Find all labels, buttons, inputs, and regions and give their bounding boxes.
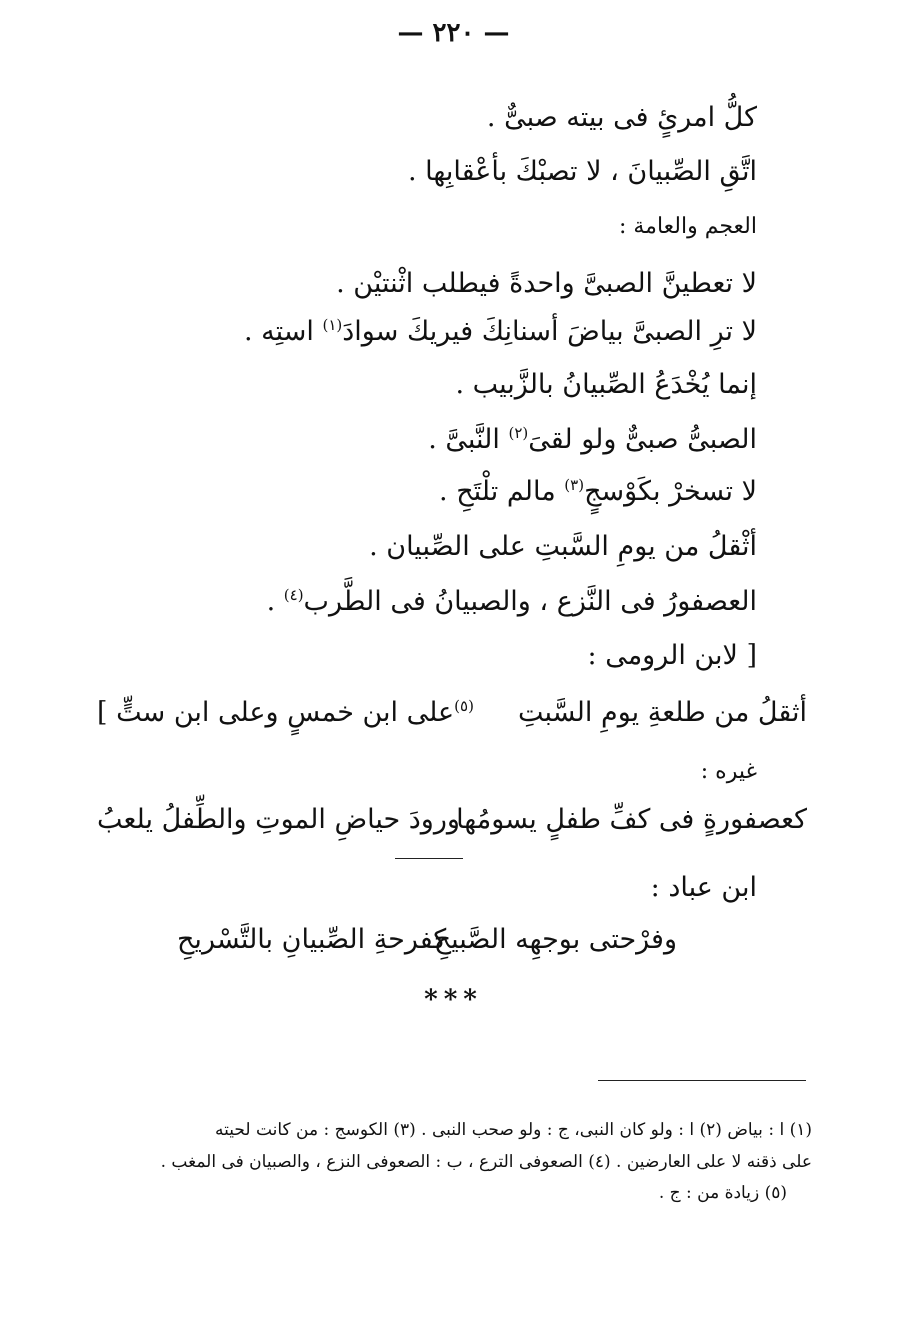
poet-label: [ لابن الرومى : <box>587 640 757 671</box>
footnote-line: (١) ا : بياض (٢) ا : ولو كان النبى، ج : ولو صحب النبى . (٣) الكوسج : من كانت لحيته <box>215 1120 812 1140</box>
proverb-line: اتَّقِ الصِّبيانَ ، لا تصبْكَ بأعْقابِها . <box>408 156 757 187</box>
footnote-ref: (٣) <box>564 476 585 494</box>
footnote-ref: (١) <box>322 316 343 334</box>
proverb-line <box>439 472 757 512</box>
page-number: — ٢٢٠ — <box>397 18 510 48</box>
proverb-line: أثْقلُ من يومِ السَّبتِ على الصِّبيان . <box>369 531 757 562</box>
footnote-ref: (٢) <box>508 424 529 442</box>
verse-second-hemistich <box>97 693 474 733</box>
verse-first-hemistich: وفرْحتى بوجهِه الصَّبيحِ <box>433 924 677 955</box>
proverb-text: الصبىُّ صبىٌّ ولو لقىَ <box>528 424 757 455</box>
footnote-ref: (٥) <box>454 697 474 715</box>
section-label: العجم والعامة : <box>618 214 757 239</box>
footnote-rule <box>598 1080 806 1081</box>
proverb-text: . <box>266 586 284 617</box>
verse-ibn-abbad <box>177 920 677 960</box>
proverb-line: كلُّ امرئٍ فى بيته صبىٌّ . <box>486 102 757 133</box>
proverb-text: لا ترِ الصبىَّ بياضَ أسنانِكَ فيريكَ سوادَ <box>342 316 757 347</box>
footnote-line: (٥) زيادة من : ج . <box>658 1183 787 1203</box>
verse-other <box>97 800 807 840</box>
verse-second-hemistich: كفرحةِ الصِّبيانِ بالتَّسْريحِ <box>177 924 447 955</box>
proverb-line: إنما يُخْدَعُ الصِّبيانُ بالزَّبيب . <box>455 369 757 400</box>
verse-first-hemistich: أثقلُ من طلعةِ يومِ السَّبتِ <box>517 697 807 728</box>
verse-divider <box>395 858 463 859</box>
proverb-text: النَّبىَّ . <box>428 424 509 455</box>
poet-label: غيره : <box>700 759 757 784</box>
proverb-line: لا تعطينَّ الصبىَّ واحدةً فيطلب اثْنتيْن . <box>336 268 757 299</box>
proverb-line <box>244 312 757 352</box>
verse-ibn-rumi <box>97 693 807 733</box>
proverb-text: لا تسخرْ بكَوْسجٍ <box>584 476 757 507</box>
proverb-line <box>267 582 757 622</box>
proverb-text: العصفورُ فى النَّزع ، والصبيانُ فى الطَّرب <box>303 586 757 617</box>
section-separator: *** <box>424 985 483 1015</box>
footnote-line: على ذقنه لا على العارضين . (٤) الصعوفى الترع ، ب : الصعوفى النزع ، والصبيان فى المغب . <box>160 1152 812 1172</box>
verse-second-hemistich: ورودَ حياضِ الموتِ والطِّفلُ يلعبُ <box>97 804 460 835</box>
verse-first-hemistich: كعصفورةٍ فى كفِّ طفلٍ يسومُها <box>456 804 807 835</box>
proverb-text: مالم تلْتَحِ . <box>439 476 565 507</box>
proverb-line <box>428 420 757 460</box>
verse-second-hemistich-text: على ابن خمسٍ وعلى ابن ستٍّ ] <box>97 697 455 728</box>
poet-label: ابن عباد : <box>650 872 757 903</box>
proverb-text: استِه . <box>244 316 323 347</box>
footnote-ref: (٤) <box>283 586 304 604</box>
